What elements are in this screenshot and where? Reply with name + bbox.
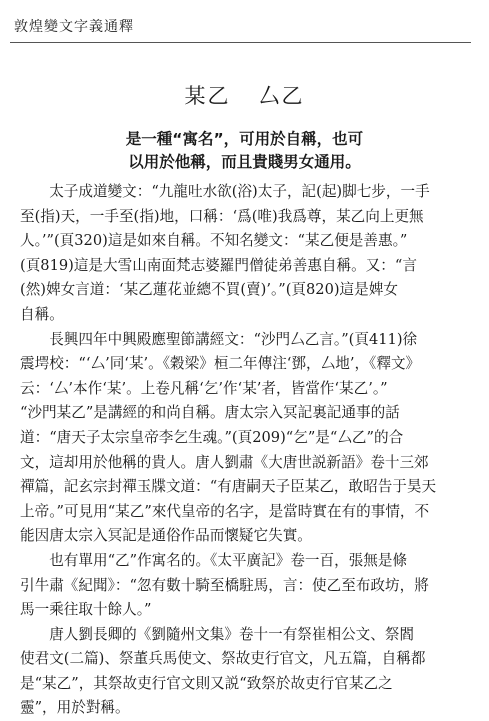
paragraph — [20, 549, 469, 623]
entry-body — [20, 180, 469, 721]
definition-line: 是一種“寓名”，可用於自稱，也可 — [125, 130, 364, 148]
text-line: 人。’”(頁320)這是如來自稱。不知名變文：“某乙便是善惠。” — [20, 232, 408, 250]
text-line: 太子成道變文：“九龍吐水欲(浴)太子，記(起)脚七步，一手 — [49, 183, 430, 200]
running-header: 敦煌變文字義通釋 — [14, 19, 134, 35]
entry-title — [0, 80, 489, 110]
text-line: 能因唐太宗入冥記是通俗作品而懷疑它失實。 — [20, 527, 312, 545]
text-line: 唐人劉長卿的《劉隨州文集》卷十一有祭崔相公文、祭閻 — [49, 625, 415, 643]
header-rule — [10, 42, 471, 43]
text-line: 禪篇，記玄宗封禪玉牒文道：“有唐嗣天子臣某乙，敢昭告于昊天 — [20, 478, 437, 496]
text-line: 是“某乙”，其祭故吏行官文則又説“致祭於故吏行官某乙之 — [20, 674, 393, 692]
text-line: 云：‘厶’本作‘某’。上卷凡稱‘乞’作‘某’者，皆當作‘某乙’。” — [20, 379, 388, 397]
text-line: 長興四年中興殿應聖節講經文：“沙門厶乙言。”(頁411)徐 — [49, 330, 418, 348]
text-line: 引牛肅《紀聞》：“忽有數十騎至橋駐馬，言：使乙至布政坊，將 — [20, 576, 429, 594]
text-line: 靈”，用於對稱。 — [20, 699, 130, 717]
text-line: “沙門某乙”是講經的和尚自稱。唐太宗入冥記裏記通事的話 — [20, 404, 400, 422]
text-line: 也有單用“乙”作寓名的。《太平廣記》卷一百，張無是條 — [49, 551, 408, 569]
text-line: (頁819)這是大雪山南面梵志婆羅門僧徒弟善惠自稱。又：“言 — [20, 256, 417, 274]
text-line: 震堮校：“‘厶’同‘某’。《穀梁》桓二年傳注‘鄧，厶地’，《釋文》 — [20, 355, 421, 373]
paragraph — [20, 180, 469, 328]
text-line: 使君文(二篇)、祭董兵馬使文、祭故吏行官文，凡五篇，自稱都 — [20, 650, 426, 668]
text-line: 自稱。 — [20, 305, 64, 323]
paragraph — [20, 328, 469, 549]
text-line: 道：“唐天子太宗皇帝李乞生魂。”(頁209)“乞”是“厶乙”的合 — [20, 428, 404, 446]
text-line: 至(指)天，一手至(指)地，口稱：‘爲(唯)我爲尊，某乙向上更無 — [20, 207, 424, 225]
text-line: (然)婢女言道：‘某乙蓮花並總不買(賣)’。”(頁820)這是婢女 — [20, 281, 398, 299]
text-line: 文，這却用於他稱的貴人。唐人劉肅《大唐世説新語》卷十三郊 — [20, 453, 429, 471]
entry-title-variant: 厶乙 — [258, 84, 305, 108]
text-line: 上帝。”可見用“某乙”來代皇帝的名字，是當時實在有的事情，不 — [20, 502, 430, 520]
definition-line: 以用於他稱，而且貴賤男女通用。 — [128, 153, 361, 171]
paragraph — [20, 623, 469, 721]
entry-definition — [40, 128, 449, 174]
entry-title-main: 某乙 — [184, 84, 231, 108]
text-line: 馬一乘往取十餘人。” — [20, 601, 152, 619]
